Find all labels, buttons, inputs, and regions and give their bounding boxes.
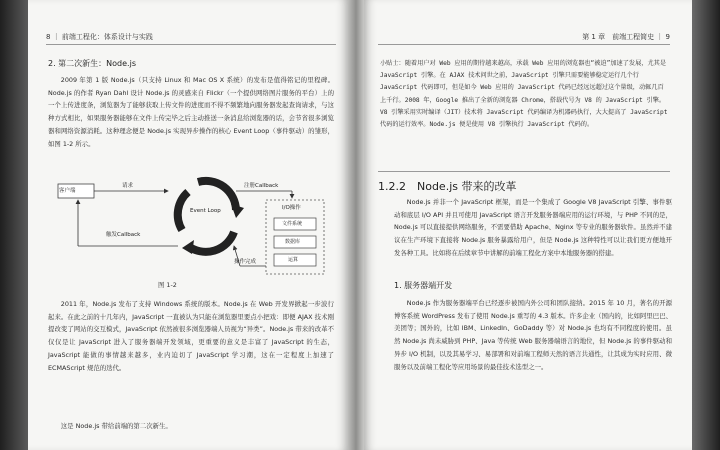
op-done-label: 操作完成 [234,259,257,265]
left-paragraph-2: 2011 年，Node.js 发布了支持 Windows 系统的版本。Node.js 在 Web 开发界掀起一步波行起来。在此之前的十几年内，JavaScript 一直被认为只能在浏览器里要点小把戏：即便 AJAX 技术刚提改变了网站的交互模式，JavaScript 依然被很多浏览器端人员视为“异类”。Node.js 带来的改革不仅仅是让 JavaScript 进入了服务器端开发领域，更重要的意义是丰富了 JavaScript 的生态，JavaScript 能做的事情越来越多，业内迫切了 JavaScript 学习潮，这在一定程度上加速了 ECMAScript 规范的迭代。 [48,300,334,372]
tip-rule [378,171,670,172]
register-callback-label: 注册Callback [244,183,279,189]
left-page [28,0,348,450]
loop-arrowhead-1 [231,204,244,218]
right-paragraph-1: Node.js 并非一个 JavaScript 框架，而是一个集成了 Google V8 JavaScript 引擎、事件驱动和底层 I/O API 并且可使用 JavaScript 语言开发服务器端应用的运行环境，与 PHP 不同的是，Node.js 可以直接提供网络服务，不需要借助 Apache、Nginx 等专业的服务器软件。虽然并不建议在生产环境下直接将 Node.js 服务暴露给用户，但是 Node.js 这种特性可以让我们更方便地开发各种工具。比如将在后续章节中讲解的前端工程化方案中本地服务器的搭建。 [394,198,672,257]
trigger-callback-label: 触发Callback [106,232,141,238]
right-section-title: 1.2.2 Node.js 带来的改革 [378,180,517,193]
loop-arc-top [198,181,236,210]
fs-label: 文件系统 [282,221,303,227]
client-label: 客户端 [59,188,76,194]
left-paragraph-1: 2009 年第 1 版 Node.js（只支持 Linux 和 Mac OS X 系统）的发布是值得铭记的里程碑。Node.js 的作者 Ryan Dahl 设计 Node.js 的灵感来自 Flickr（一个提供网络图片服务的平台）上的一个上传进度条，浏览器为了能够获取上传文件的进度而不得不频繁地向服务器发起查询请求，与这种方式相比，如果服务器能够在文件上传完毕之后主动推送一条消息给浏览器的话，会节省很多浏览器和网络资源消耗。这种理念便是 Node.js 实现异步操作的核心 Event Loop（事件驱动）的雏形，如图 1-2 所示。 [48,76,334,148]
left-page-header: 8 ｜ 前端工程化：体系设计与实践 [46,33,153,41]
left-paragraph-3: 这是 Node.js 带给前端的第二次新生。 [60,422,172,430]
right-page [364,0,692,450]
left-section-title: 2. 第二次新生：Node.js [48,59,136,68]
event-loop-diagram [48,170,338,278]
loop-arc-left [178,192,188,230]
right-paragraph-2: Node.js 作为服务器端平台已经逐步被国内外公司和团队接纳。2015 年 10 月，著名的开源博客系统 WordPress 发布了使用 Node.js 重写的 4.3 版本。许多企业（国内的，比如阿里巴巴、美团等；国外的，比如 IBM、LinkedIn、GoDaddy 等）对 Node.js 也均有不同程度的使用。虽然 Node.js 尚未威胁到 PHP、Java 等传统 Web 服务器端语言的地位，但 Node.js 的事件驱动和异步 I/O 机制，以及其易学习、易部署和对前端工程师天然的语言共通性，让其成为实时应用、微服务以及前端工程化等应用场景的最佳技术选型之一。 [394,299,672,371]
request-label: 请求 [122,183,134,189]
right-subsection-title: 1. 服务器端开发 [394,281,453,290]
right-header-rule [378,44,670,45]
loop-arc-bottom [188,232,234,252]
event-loop-label: Event Loop [190,208,221,214]
left-background-edge [0,0,28,450]
book-gutter [348,0,364,450]
right-background-edge [692,0,720,450]
network-label: 运算 [288,257,299,263]
right-page-header: 第 1 章 前端工程简史 ｜ 9 [582,33,670,41]
io-ops-label: I/O操作 [282,205,301,211]
db-label: 数据库 [285,239,301,245]
loop-arrowhead-2 [182,240,194,254]
left-header-rule [46,44,336,45]
tip-note: 小贴士：随着用户对 Web 应用的期待越来越高，承载 Web 应用的浏览器也“被迫”加速了发展，尤其是 JavaScript 引擎。在 AJAX 技术问世之前，JavaScript 引擎只需要能够稳定运行几个行 JavaScript 代码即可，但是如今 Web 应用的 JavaScript 代码已经远远超过这个量级，动辄几百上千行。2008 年，Google 推出了全新的浏览器 Chrome，搭载代号为 V8 的 JavaScript 引擎。V8 引擎采用实时编译（JIT）技术将 JavaScript 代码编译为机器码执行，大大提高了 JavaScript 代码的运行效率。Node.js 便是使用 V8 引擎执行 JavaScript 代码的。 [380,60,668,129]
figure-caption: 图 1-2 [158,281,177,289]
